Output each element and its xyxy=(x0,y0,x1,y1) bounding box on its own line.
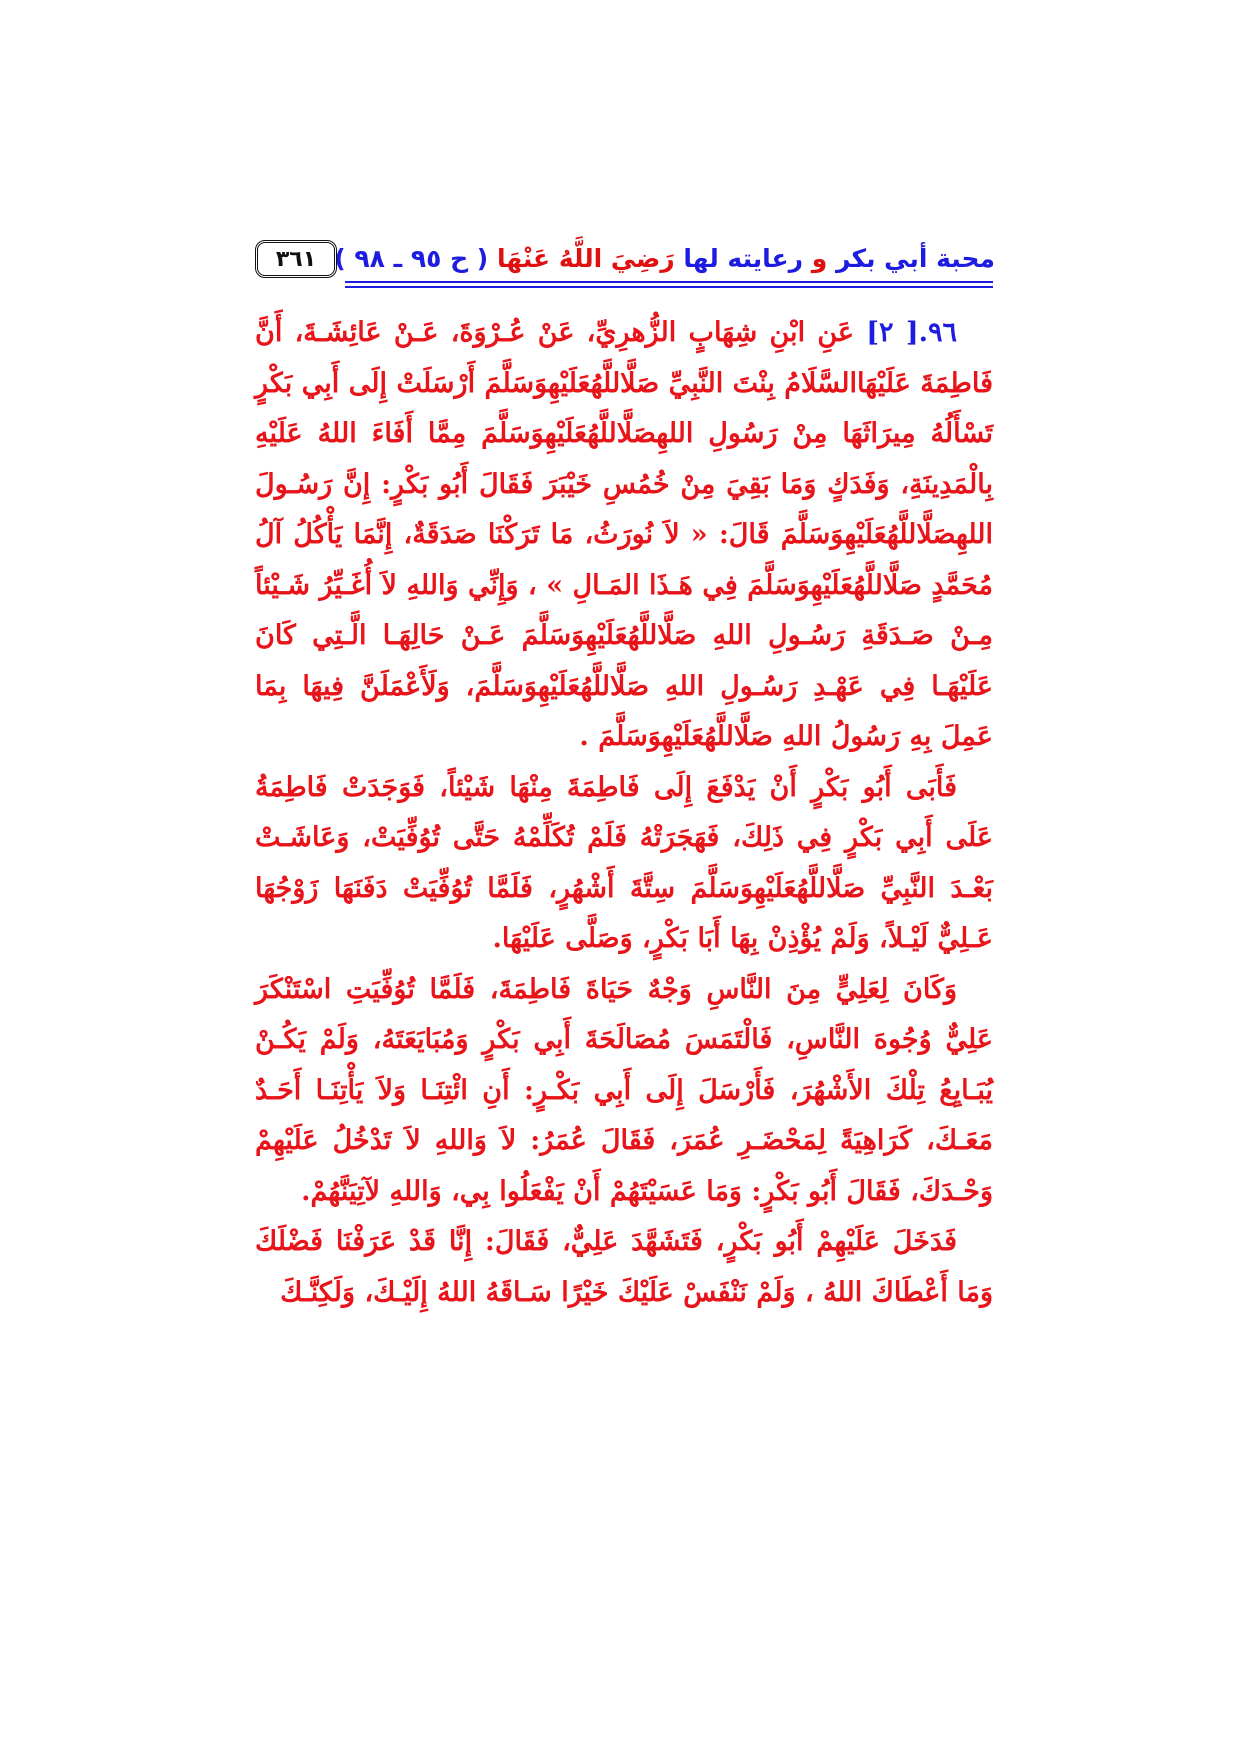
paragraph-1 xyxy=(255,308,993,763)
paragraph-4: فَدَخَلَ عَلَيْهِمْ أَبُو بَكْرٍ، فَتَشَهَّدَ عَلِيٌّ، فَقَالَ: إِنَّا قَدْ عَرَفْنَا فَضْلَكَ وَمَا أَعْطَاكَ اللهُ ، وَلَمْ نَنْفَسْ عَلَيْكَ خَيْرًا سَـاقَهُ اللهُ إِلَيْـكَ، وَلَكِنَّـكَ xyxy=(255,1226,993,1308)
page-header xyxy=(255,240,995,280)
title-part-2: و xyxy=(811,244,828,273)
hadith-range: ( ح ٩٥ ـ ٩٨ ) xyxy=(334,244,489,273)
title-part-3: رعايته لها xyxy=(683,244,804,273)
honorific: رَضِيَ اللَّهُ عَنْهَا xyxy=(496,244,675,273)
paragraph-1-text: عَنِ ابْنِ شِهَابٍ الزُّهرِيِّ، عَنْ عُـرْوَةَ، عَـنْ عَائِشَـةَ، أَنَّ فَاطِمَةَ عَلَيْهَاالسَّلَامُ بِنْتَ النَّبِيِّ صَلَّاللَّهُعَلَيْهِوَسَلَّمَ أَرْسَلَتْ إِلَى أَبِي بَكْرٍ تَسْأَلُهُ مِيرَاثَهَا مِنْ رَسُولِ اللهِصَلَّاللَّهُعَلَيْهِوَسَلَّمَ مِمَّا أَفَاءَ اللهُ عَلَيْهِ بِالْمَدِينَةِ، وَفَدَكٍ وَمَا بَقِيَ مِنْ خُمُسِ خَيْبَرَ فَقَالَ أَبُو بَكْرٍ: إِنَّ رَسُـولَ اللهِصَلَّاللَّهُعَلَيْهِوَسَلَّمَ قَالَ: « لاَ نُورَثُ، مَا تَرَكْنَا صَدَقَةٌ، إِنَّمَا يَأْكُلُ آلُ مُحَمَّدٍ صَلَّاللَّهُعَلَيْهِوَسَلَّمَ فِي هَـذَا المَـالِ » ، وَإِنِّي وَاللهِ لاَ أُغَـيِّرُ شَـيْئاً مِـنْ صَـدَقَةِ رَسُـولِ اللهِ صَلَّاللَّهُعَلَيْهِوَسَلَّمَ عَـنْ حَالِهَـا الَّـتِي كَانَ عَلَيْهَـا فِي عَهْـدِ رَسُـولِ اللهِ صَلَّاللَّهُعَلَيْهِوَسَلَّمَ، وَلَأَعْمَلَنَّ فِيهَا بِمَا عَمِلَ بِهِ رَسُولُ اللهِ صَلَّاللَّهُعَلَيْهِوَسَلَّمَ . xyxy=(255,317,993,752)
title-part-1: محبة أبي بكر xyxy=(836,244,995,273)
chapter-title xyxy=(334,244,995,273)
page-number: ٣٦١ xyxy=(255,240,337,278)
header-divider xyxy=(345,281,993,288)
hadith-text xyxy=(255,308,993,1318)
paragraph-3: وَكَانَ لِعَلِيٍّ مِنَ النَّاسِ وَجْهٌ حَيَاةَ فَاطِمَةَ، فَلَمَّا تُوُفِّيَتِ اسْتَنْكَرَ عَلِيٌّ وُجُوهَ النَّاسِ، فَالْتَمَسَ مُصَالَحَةَ أَبِي بَكْرٍ وَمُبَايَعَتَهُ، وَلَمْ يَكُـنْ يُبَـايِعُ تِلْكَ الأَشْهُرَ، فَأَرْسَلَ إِلَى أَبِي بَكْـرٍ: أَنِ ائْتِنَـا وَلاَ يَأْتِنَـا أَحَـدٌ مَعَـكَ، كَرَاهِيَةً لِمَحْضَـرِ عُمَرَ، فَقَالَ عُمَرُ: لاَ وَاللهِ لاَ تَدْخُلُ عَلَيْهِمْ وَحْـدَكَ، فَقَالَ أَبُو بَكْرٍ: وَمَا عَسَيْتَهُمْ أَنْ يَفْعَلُوا بِي، وَاللهِ لآتِيَنَّهُمْ. xyxy=(255,973,993,1207)
hadith-number: ٩٦.[ ٢] xyxy=(866,317,958,348)
paragraph-2: فَأَبَى أَبُو بَكْرٍ أَنْ يَدْفَعَ إِلَى فَاطِمَةَ مِنْهَا شَيْئاً، فَوَجَدَتْ فَاطِمَةُ عَلَى أَبِي بَكْرٍ فِي ذَلِكَ، فَهَجَرَتْهُ فَلَمْ تُكَلِّمْهُ حَتَّى تُوُفِّيَتْ، وَعَاشَـتْ بَعْـدَ النَّبِيِّ صَلَّاللَّهُعَلَيْهِوَسَلَّمَ سِتَّةَ أَشْهُرٍ، فَلَمَّا تُوُفِّيَتْ دَفَنَهَا زَوْجُهَا عَـلِيٌّ لَيْـلاً، وَلَمْ يُؤْذِنْ بِهَا أَبَا بَكْرٍ، وَصَلَّى عَلَيْهَا. xyxy=(255,771,993,954)
